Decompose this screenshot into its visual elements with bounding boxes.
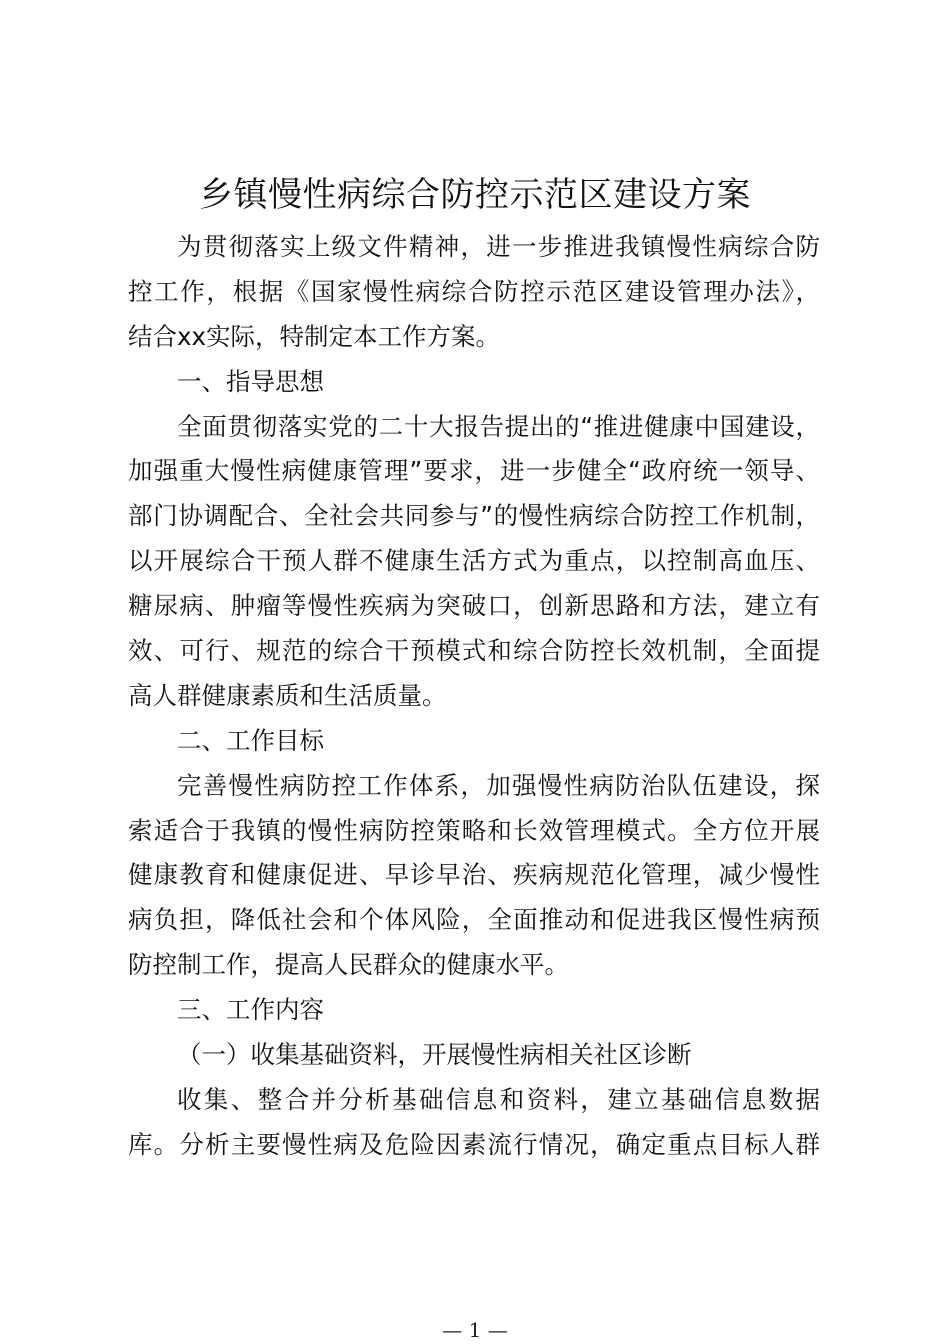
text-line: 全面贯彻落实党的二十大报告提出的“推进健康中国建设， <box>177 411 820 441</box>
text-line: 完善慢性病防控工作体系，加强慢性病防治队伍建设，探 <box>177 770 820 800</box>
text-line: 索适合于我镇的慢性病防控策略和长效管理模式。全方位开展 <box>128 815 820 845</box>
text-line: 病负担，降低社会和个体风险，全面推动和促进我区慢性病预 <box>128 905 820 935</box>
text-line: 一、指导思想 <box>177 366 324 396</box>
text-line: 健康教育和健康促进、早诊早治、疾病规范化管理，减少慢性 <box>128 860 820 890</box>
text-line: （一）收集基础资料，开展慢性病相关社区诊断 <box>177 1040 692 1070</box>
text-line: 结合xx实际，特制定本工作方案。 <box>128 321 500 351</box>
text-line: 为贯彻落实上级文件精神，进一步推进我镇慢性病综合防 <box>177 232 820 261</box>
page-number: — 1 — <box>442 1318 508 1342</box>
text-line: 防控制工作，提高人民群众的健康水平。 <box>128 950 569 980</box>
text-line: 糖尿病、肿瘤等慢性疾病为突破口，创新思路和方法，建立有 <box>128 591 820 621</box>
document-body <box>128 225 820 1168</box>
text-line: 控工作，根据《国家慢性病综合防控示范区建设管理办法》， <box>128 276 820 306</box>
text-line: 收集、整合并分析基础信息和资料，建立基础信息数据 <box>177 1084 820 1114</box>
document-title: 乡镇慢性病综合防控示范区建设方案 <box>199 175 751 215</box>
text-line: 效、可行、规范的综合干预模式和综合防控长效机制，全面提 <box>128 636 820 666</box>
text-line: 库。分析主要慢性病及危险因素流行情况，确定重点目标人群 <box>128 1129 820 1159</box>
text-line: 高人群健康素质和生活质量。 <box>128 680 447 710</box>
text-line: 加强重大慢性病健康管理”要求，进一步健全“政府统一领导、 <box>128 456 820 486</box>
text-line: 二、工作目标 <box>177 725 324 755</box>
text-line: 三、工作内容 <box>177 995 324 1025</box>
text-line: 部门协调配合、全社会共同参与”的慢性病综合防控工作机制， <box>128 501 820 531</box>
text-line: 以开展综合干预人群不健康生活方式为重点，以控制高血压、 <box>128 546 820 576</box>
